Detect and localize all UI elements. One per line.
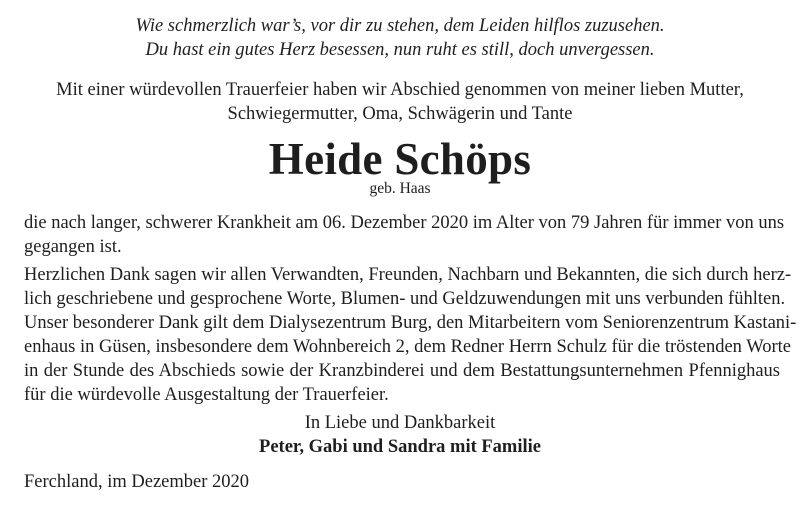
paragraph-line: gegangen ist. xyxy=(24,237,122,257)
paragraph-line: lich geschriebene und gesprochene Worte, Blumen- und Geldzuwendungen mit uns verbunden fühlten. xyxy=(24,289,786,309)
thanks-paragraph xyxy=(24,263,797,407)
verse-line: Wie schmerzlich war’s, vor dir zu stehen, dem Leiden hilflos zuzusehen. xyxy=(135,16,665,36)
paragraph-line: die nach langer, schwerer Krankheit am 06. Dezember 2020 im Alter von 79 Jahren für immer von uns xyxy=(24,213,785,233)
deceased-name: Heide Schöps xyxy=(268,134,532,184)
signers: Peter, Gabi und Sandra mit Familie xyxy=(259,437,541,457)
maiden-name: geb. Haas xyxy=(369,180,431,197)
intro-line: Mit einer würdevollen Trauerfeier haben wir Abschied genommen von meiner lieben Mutter, xyxy=(56,80,744,100)
paragraph-line: enhaus in Güsen, insbesondere dem Wohnbereich 2, dem Redner Herrn Schulz für die tröstenden Worte xyxy=(24,337,791,357)
intro-line: Schwiegermutter, Oma, Schwägerin und Tante xyxy=(227,104,573,124)
memorial-verse xyxy=(0,14,800,62)
paragraph-line: für die würdevolle Ausgestaltung der Trauerfeier. xyxy=(24,385,389,405)
paragraph-line: Herzlichen Dank sagen wir allen Verwandten, Freunden, Nachbarn und Bekannten, die sich durch herz- xyxy=(24,265,792,285)
closing-block xyxy=(0,411,800,459)
closing-greeting: In Liebe und Dankbarkeit xyxy=(304,413,496,433)
death-announcement-paragraph xyxy=(24,211,785,259)
paragraph-line: in der Stunde des Abschieds sowie der Kranzbinderei und dem Bestattungsunternehmen Pfennighaus xyxy=(24,361,780,381)
paragraph-line: Unser besonderer Dank gilt dem Dialysezentrum Burg, den Mitarbeitern vom Seniorenzentrum Kastani- xyxy=(24,313,797,333)
place-and-date: Ferchland, im Dezember 2020 xyxy=(24,472,250,492)
intro-text xyxy=(0,78,800,126)
verse-line: Du hast ein gutes Herz besessen, nun ruht es still, doch unvergessen. xyxy=(145,40,655,60)
